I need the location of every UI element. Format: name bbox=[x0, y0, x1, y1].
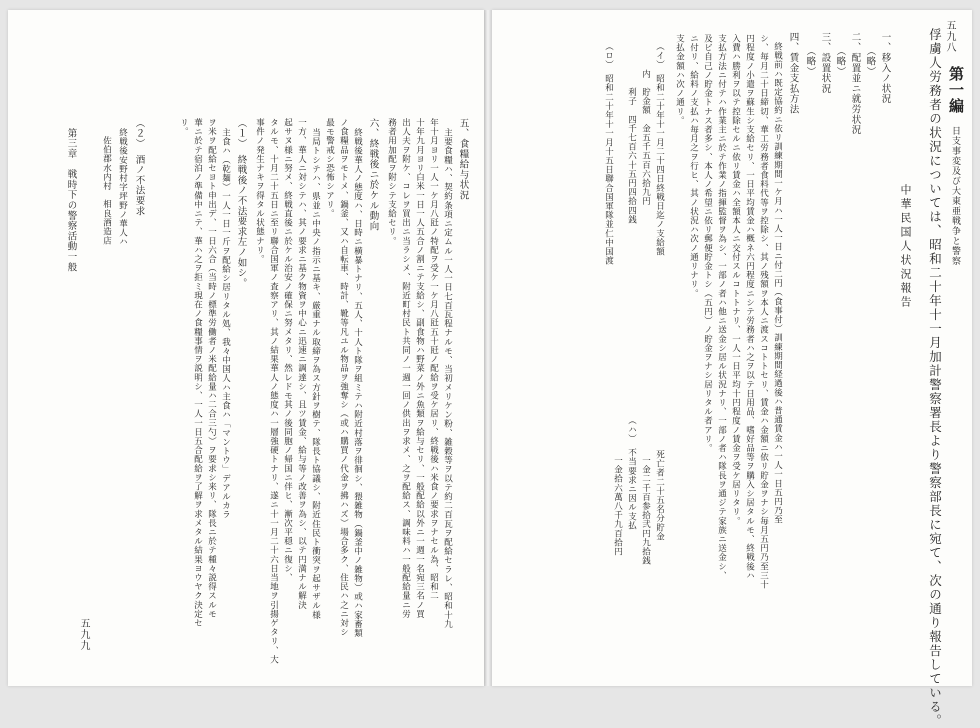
subsection-heading: （１） 終戦後ノ不法要求左ノ如シ。 bbox=[235, 118, 247, 289]
body-line: 支払金額ハ次ノ通リ。 bbox=[674, 34, 685, 125]
body-line: 及ビ自己ノ貯金トナス者多シ、本人ノ希望ニ依リ郵便貯金トシ（五円）ノ貯金ヲナシ居リタル者アリ。 bbox=[702, 34, 713, 453]
body-line: 円程度ノ小遣ヲ蘇生シ支給セリ、一日平均賃金ハ概ネ六円程度ニシテ労務者ハ之ヲ以テ日用品、嗜好品等ヲ購入シ居タルモ、終戦後ハ bbox=[744, 34, 755, 580]
part-label: 第一編 bbox=[947, 66, 965, 114]
chapter-footer: 第三章 戦時下の警察活動一般 bbox=[65, 128, 77, 273]
omitted-note: （略） bbox=[834, 46, 846, 77]
body-line: 年十月ヨリ一人一ケ月八瓩ノ特配ヲ受ケ一ケ月八瓩五十瓩ノ配給ヲ受ケ居リ、終戦後ハ米食ノ要求ヲナセル為、昭和二 bbox=[428, 118, 439, 601]
body-line: 主食ハ（乾麺）一人一日一斤ヲ配給シ居リタル処、我々中国人ハ主食ハ「マントウ」デアルカラ bbox=[220, 128, 231, 520]
body-line: 一方、華人ニ対シテハ、其ノ要求ニ基ク物資ヲ中心ニ迅速ニ調達シ、且ツ賃金、給与等ノ改善ヲ為シ、以テ円満ナル解決 bbox=[296, 118, 307, 610]
body-line: ニ付リ、給料ノ支払ハ毎月之ヲ行ヒ、其ノ状況ハ次ノ通リナリ。 bbox=[688, 34, 699, 298]
body-line: 佐伯郡水内村 相良酒造店 bbox=[101, 136, 112, 246]
left-page bbox=[8, 10, 484, 686]
body-line: 支払方法ニ付テハ作業主ニ於テ作業ノ指揮監督ヲ為シ、一部ノ者ハ他ニ送金シ居ル状況ナリ、一部ノ者ハ隊長ヲ通ジテ家族ニ送金シ、 bbox=[716, 34, 727, 580]
lead-text: 俘虜人労務者の状況については、昭和二十年十一月加計警察署長より警察部長に宛て、次の通り報告している。 bbox=[927, 28, 943, 728]
body-line: タルモ、十月二十五日ニ至リ聯合国軍ノ査察アリ、其ノ結果華人ノ態度ハ一層強硬トナリ、遂ニ十一月二十六日当地ヲ引揚ゲタリ、大 bbox=[268, 118, 279, 664]
body-line: 事件ノ発生ナキヲ得タル状態ナリ。 bbox=[254, 118, 265, 264]
section-heading: 六、終戦後ニ於ケル動向 bbox=[367, 118, 379, 232]
amount-note: 一金二千百参拾弐円九拾銭 bbox=[640, 456, 651, 566]
amount-note: 死亡者二十五名分貯金 bbox=[654, 450, 665, 541]
section-heading: 四、賃金支払方法 bbox=[787, 32, 799, 115]
report-title: 中華民国人状況報告 bbox=[899, 184, 912, 310]
body-line: リ。 bbox=[178, 118, 189, 137]
payment-item: （イ） 昭和二十年十一月二十四日終戦日迄ノ支給額 bbox=[654, 42, 665, 257]
body-line: 終戦前ハ既定協約ニ依リ訓練期間一ケ月ハ一人一日ニ付二円（食事付）訓練期間経過後ハ普通賃金ハ一人一日五円乃至 bbox=[772, 42, 783, 525]
body-line: ノ食糧品ヲモトメ、鍋釜、又ハ自転車、時計、靴等凡ユル物品ヲ強奪シ（或ハ購買ノ代金ヲ拂ハズ）場合多ク、住民ハ之ニ対シ bbox=[338, 118, 349, 637]
body-line: 華ニ於テ宿泊ノ準備中ニテ、華ハ之ヲ拒ミ現在ノ食糧事情ヲ説明シ、一人一日五合配給ヲ了解ヲ求メタル結果ヨウヤク決定セ bbox=[192, 118, 203, 628]
section-heading: 一、移入ノ状況 bbox=[879, 32, 891, 105]
payment-item: 利子 四千七百六十五円四拾四銭 bbox=[626, 42, 637, 224]
payment-item: 内 貯金額 金五千五百六拾九円 bbox=[640, 42, 651, 206]
book-gutter bbox=[484, 10, 492, 686]
body-line: 出人夫ヲ附ケ、コレヲ買出ニ当ラシメ、附近町村民ト共同ノ一週一回ノ供出ヲ求メ、之ヲ配給ス、調味料ハ一般配給量ニ労 bbox=[400, 118, 411, 619]
omitted-note: （略） bbox=[804, 46, 816, 77]
body-line: 起サヌ様ニ努メ、終戦直後ニ於ケル治安ノ確保ニ努メタリ、然レドモ其ノ後同胞ノ帰国ニ伴ヒ、漸次平穏ニ復シ、 bbox=[282, 118, 293, 583]
section-heading: 五、食糧給与状況 bbox=[457, 118, 469, 201]
running-header: 日支事変及び大東亜戦争と警察 bbox=[950, 126, 960, 266]
body-line: 終戦後安野村字坪野ノ華人ハ bbox=[117, 128, 128, 247]
body-line: 十年九月ヨリ白米一日一人五合ノ割ニテ支給シ、副食物ハ野菜ノ外ニ魚類ヲ給与セリ、一般配給以外ニ一週一名宛三名ノ買 bbox=[414, 118, 425, 619]
body-line: ヲ米ヲ配給セヨト申出デ、一日六合（当時ノ標準労働者ノ米配給量ハ二合三勺）ヲ要求シ来リ、隊長ニ於テ種々説得スルモ bbox=[206, 118, 217, 619]
amount-note: 一金拾六萬八千九百拾円 bbox=[612, 456, 623, 557]
subsection-heading: （２） 酒ノ不法要求 bbox=[133, 118, 145, 217]
body-line: 主要食糧ハ、契約条項ニ定ムル一人一日七百瓦程ナルモ、当初メリケン粉、雑穀等ヲ以テ約二百瓦ヲ配給セラレ、昭和十九 bbox=[442, 128, 453, 629]
section-heading: 二、配置並ニ就労状況 bbox=[849, 32, 861, 135]
body-line: 最モ警戒シ恐怖シアリ。 bbox=[324, 118, 335, 219]
right-page-number: 五九八 bbox=[944, 20, 955, 53]
body-line: 務者用加配ヲ附シテ支給セリ。 bbox=[386, 118, 397, 246]
section-heading: 三、設置状況 bbox=[819, 32, 831, 94]
left-page-number: 五九九 bbox=[78, 618, 89, 651]
body-line: 入費ハ勝利ヲ以テ控除セルニ依リ賃金ハ全額本人ニ交付スルコトトナリ、一人一日平均十円程度ノ賃金ヲ受ケ居リタリ。 bbox=[730, 34, 741, 526]
omitted-note: （略） bbox=[864, 46, 876, 77]
body-line: シ、毎月二十日締切、華工労務者食料代等ヲ控除シ、其ノ残額ヲ本人ニ渡スコトトセリ、賃金ハ金額ニ依リ貯金ヲナシ毎月五円乃至三十 bbox=[758, 34, 769, 590]
body-line: 終戦後華人ノ態度ハ、日時ニ横暴トナリ、五人、十人ト隊ヲ組ミテハ附近村落ヲ徘徊シ、猥雑物（鍋釜中ノ雑物）或ハ家畜類 bbox=[352, 128, 363, 638]
body-line: 当局トシテハ、県並ニ中央ノ指示ニ基キ、厳重ナル取締ヲ為ス方針ヲ樹テ、隊長ト協議シ、附近住民ト衝突ヲ起サザル様 bbox=[310, 128, 321, 620]
amount-note: （ハ） 不当要求ニ因ル支払 bbox=[626, 416, 637, 531]
payment-item: （ロ） 昭和二十年十一月十五日聯合国軍隊並仁中国渡 bbox=[603, 42, 614, 266]
